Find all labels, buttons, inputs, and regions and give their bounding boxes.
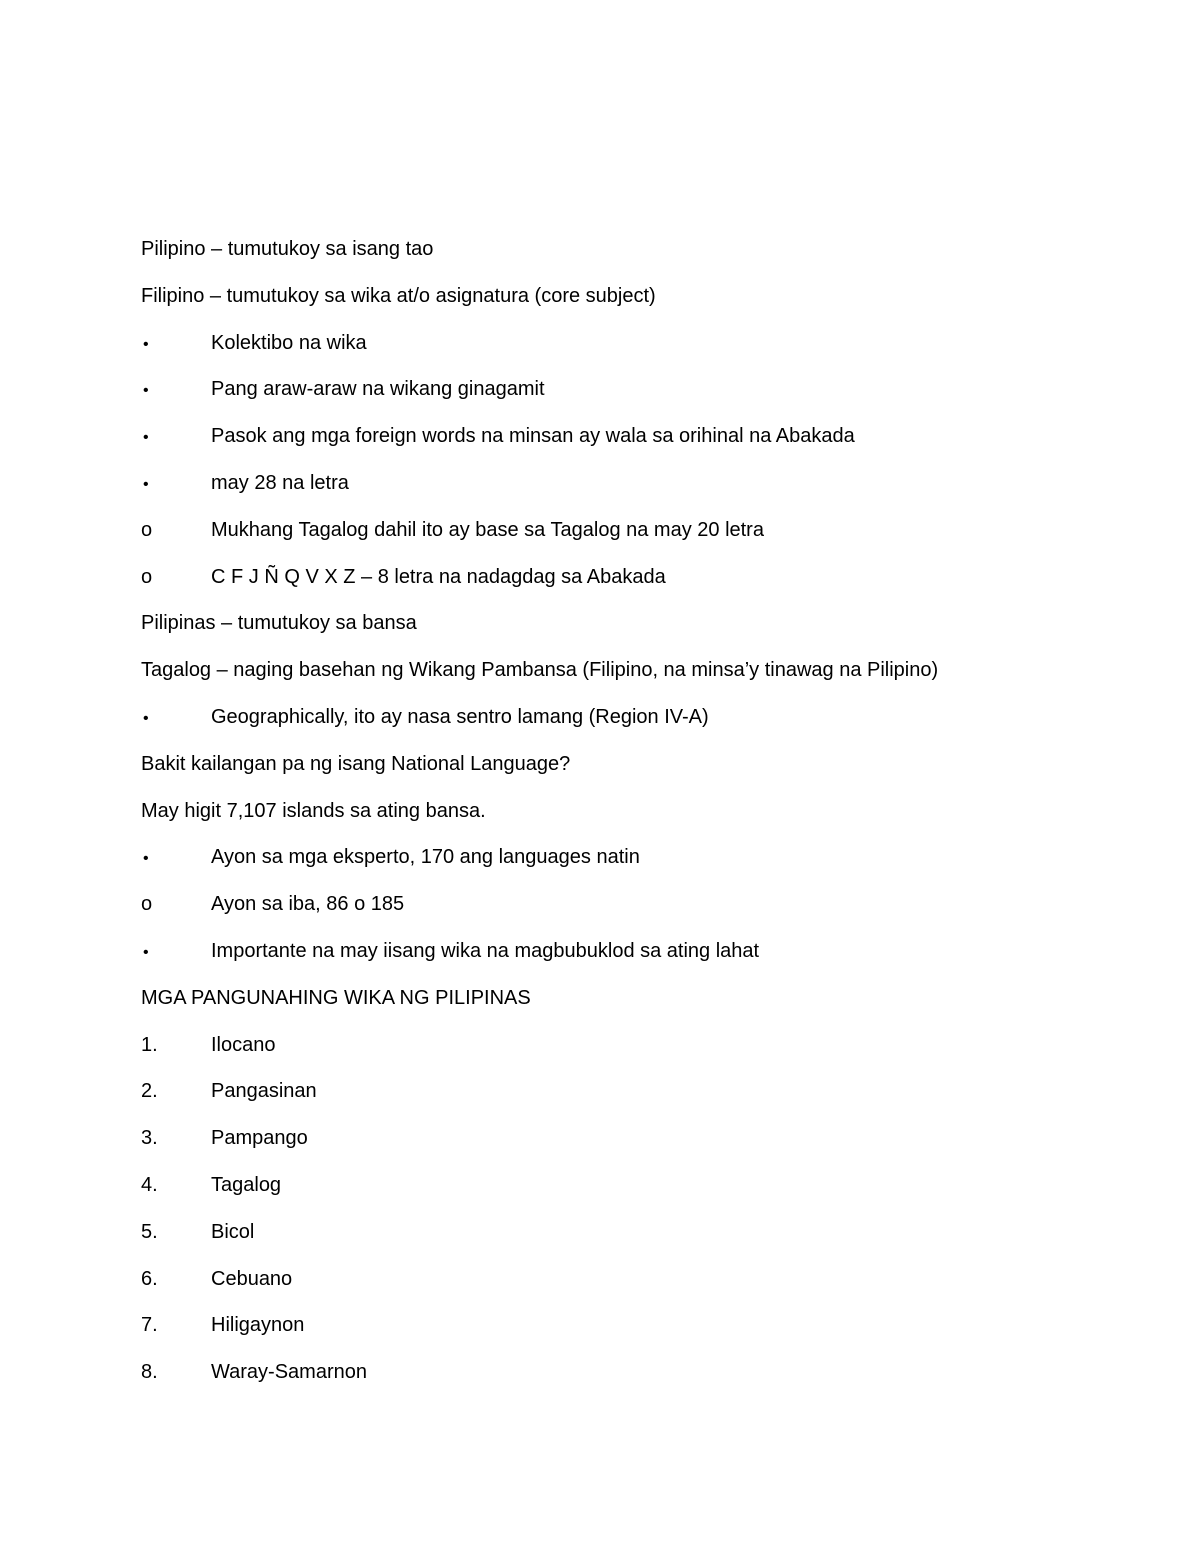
numbered-list-item (141, 1028, 1041, 1075)
list-item-text: Pampango (211, 1127, 308, 1150)
list-item-text: Ayon sa iba, 86 o 185 (211, 893, 405, 916)
list-item-text: Importante na may iisang wika na magbubuklod sa ating lahat (211, 939, 760, 962)
numbered-list-item (141, 1074, 1041, 1121)
list-item-text: Geographically, ito ay nasa sentro lamang (Region IV-A) (211, 705, 709, 728)
list-number: 8. (141, 1361, 158, 1384)
bullet-marker: • (143, 943, 149, 961)
sub-bullet-marker: o (141, 565, 153, 588)
paragraph-line: May higit 7,107 islands sa ating bansa. (141, 799, 486, 822)
sub-bullet-list-item (141, 560, 1041, 607)
bullet-list-item (141, 840, 1041, 887)
sub-bullet-list-item (141, 513, 1041, 560)
numbered-list-item (141, 1308, 1041, 1355)
list-item-text: Pangasinan (211, 1080, 317, 1103)
list-number: 4. (141, 1173, 158, 1196)
paragraph-line: Filipino – tumutukoy sa wika at/o asignatura (core subject) (141, 284, 656, 307)
bullet-list-item (141, 326, 1041, 373)
paragraph-line: Bakit kailangan pa ng isang National Language? (141, 752, 571, 775)
list-number: 6. (141, 1267, 158, 1290)
list-number: 3. (141, 1127, 158, 1150)
paragraph-line: MGA PANGUNAHING WIKA NG PILIPINAS (141, 986, 531, 1009)
list-item-text: Hiligaynon (211, 1314, 305, 1337)
bullet-list-item (141, 700, 1041, 747)
sub-bullet-list-item (141, 887, 1041, 934)
list-item-text: Kolektibo na wika (211, 331, 367, 354)
bullet-marker: • (143, 475, 149, 493)
bullet-list-item (141, 466, 1041, 513)
bullet-marker: • (143, 335, 149, 353)
list-item-text: Cebuano (211, 1267, 293, 1290)
bullet-list-item (141, 934, 1041, 981)
list-item-text: Bicol (211, 1220, 255, 1243)
list-item-text: C F J Ñ Q V X Z – 8 letra na nadagdag sa Abakada (211, 565, 666, 588)
bullet-marker: • (143, 382, 149, 400)
bullet-list-item (141, 419, 1041, 466)
list-number: 7. (141, 1314, 158, 1337)
sub-bullet-marker: o (141, 893, 153, 916)
bullet-marker: • (143, 709, 149, 727)
list-item-text: Tagalog (211, 1173, 282, 1196)
sub-bullet-marker: o (141, 518, 153, 541)
list-item-text: Mukhang Tagalog dahil ito ay base sa Tagalog na may 20 letra (211, 518, 764, 541)
list-item-text: Ayon sa mga eksperto, 170 ang languages natin (211, 846, 640, 869)
bullet-list-item (141, 372, 1041, 419)
list-item-text: Pang araw-araw na wikang ginagamit (211, 378, 545, 401)
list-item-text: may 28 na letra (211, 471, 349, 494)
list-number: 2. (141, 1080, 158, 1103)
numbered-list-item (141, 1215, 1041, 1262)
numbered-list-item (141, 1168, 1041, 1215)
bullet-marker: • (143, 429, 149, 447)
paragraph-line: Tagalog – naging basehan ng Wikang Pambansa (Filipino, na minsa’y tinawag na Pilipino) (141, 659, 939, 682)
list-number: 5. (141, 1220, 158, 1243)
list-item-text: Ilocano (211, 1033, 276, 1056)
document-body (141, 232, 1041, 1402)
paragraph-line: Pilipino – tumutukoy sa isang tao (141, 238, 434, 260)
numbered-list-item (141, 1355, 1041, 1402)
numbered-list-item (141, 1121, 1041, 1168)
numbered-list-item (141, 1262, 1041, 1309)
paragraph-line: Pilipinas – tumutukoy sa bansa (141, 612, 417, 635)
bullet-marker: • (143, 850, 149, 868)
list-number: 1. (141, 1033, 158, 1056)
list-item-text: Pasok ang mga foreign words na minsan ay wala sa orihinal na Abakada (211, 425, 855, 448)
list-item-text: Waray-Samarnon (211, 1361, 367, 1384)
